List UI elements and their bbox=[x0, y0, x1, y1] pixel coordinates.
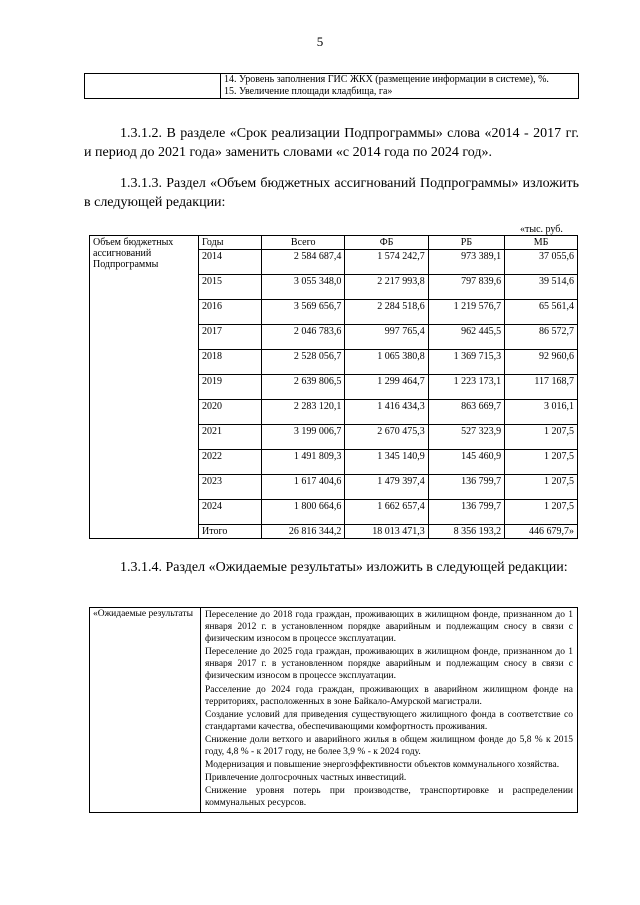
result-item: Переселение до 2018 года граждан, проживающих в жилищном фонде, признанном до 1 января 2012 г. в установленном порядке аварийным и подлежащим сносу в связи с физическим износом в процессе эксплуатации. bbox=[205, 610, 573, 645]
results-body-cell bbox=[201, 608, 578, 813]
amount-cell: 136 799,7 bbox=[428, 500, 504, 525]
result-item: Снижение уровня потерь при производстве, транспортировке и распределении коммунальных ресурсов. bbox=[205, 786, 573, 809]
header-cell: Всего bbox=[262, 236, 345, 250]
amount-cell: 2 284 518,6 bbox=[345, 300, 428, 325]
budget-header-row bbox=[90, 236, 578, 250]
amount-cell: 3 569 656,7 bbox=[262, 300, 345, 325]
amount-cell: 1 491 809,3 bbox=[262, 450, 345, 475]
amount-cell: 527 323,9 bbox=[428, 425, 504, 450]
total-amount-cell: 26 816 344,2 bbox=[262, 525, 345, 539]
total-amount-cell: 18 013 471,3 bbox=[345, 525, 428, 539]
result-item: Создание условий для приведения существующего жилищного фонда в соответствие со стандартами качества, обеспечивающими комфортность проживания. bbox=[205, 709, 573, 732]
amount-cell: 2 046 783,6 bbox=[262, 325, 345, 350]
result-item: Снижение доли ветхого и аварийного жилья в общем жилищном фонде до 5,8 % к 2015 году, 4,8 % - к 2017 году, не более 3,9 % - к 2024 году. bbox=[205, 734, 573, 758]
paragraph-1-3-1-2 bbox=[84, 124, 579, 162]
amount-cell: 1 345 140,9 bbox=[345, 450, 428, 475]
amount-cell: 2 584 687,4 bbox=[262, 250, 345, 275]
year-cell: 2024 bbox=[199, 500, 262, 525]
result-item: Расселение до 2024 года граждан, проживающих в аварийном жилищном фонде на территориях, расположенных в зоне Байкало-Амурской магистрали. bbox=[205, 684, 573, 707]
amount-cell: 1 479 397,4 bbox=[345, 475, 428, 500]
amount-cell: 86 572,7 bbox=[505, 325, 578, 350]
header-cell: Годы bbox=[199, 236, 262, 250]
amount-cell: 1 416 434,3 bbox=[345, 400, 428, 425]
targets-table-fragment bbox=[84, 73, 579, 99]
year-cell: 2022 bbox=[199, 450, 262, 475]
amount-cell: 2 670 475,3 bbox=[345, 425, 428, 450]
amount-cell: 37 055,6 bbox=[505, 250, 578, 275]
amount-cell: 997 765,4 bbox=[345, 325, 428, 350]
total-label-cell: Итого bbox=[199, 525, 262, 539]
amount-cell: 136 799,7 bbox=[428, 475, 504, 500]
year-cell: 2017 bbox=[199, 325, 262, 350]
header-cell: ФБ bbox=[345, 236, 428, 250]
targets-cell bbox=[221, 74, 579, 99]
results-table bbox=[89, 607, 578, 813]
amount-cell: 92 960,6 bbox=[505, 350, 578, 375]
result-item: Модернизация и повышение энергоэффективности объектов коммунального хозяйства. bbox=[205, 760, 560, 771]
target-item: 15. Увеличение площади кладбища, га» bbox=[224, 86, 393, 97]
year-cell: 2015 bbox=[199, 275, 262, 300]
amount-cell: 1 369 715,3 bbox=[428, 350, 504, 375]
year-cell: 2018 bbox=[199, 350, 262, 375]
result-item: Привлечение долгосрочных частных инвестиций. bbox=[205, 773, 407, 784]
year-cell: 2019 bbox=[199, 375, 262, 400]
total-amount-cell: 8 356 193,2 bbox=[428, 525, 504, 539]
amount-cell: 1 207,5 bbox=[505, 425, 578, 450]
page-number: 5 bbox=[316, 34, 324, 49]
total-amount-cell: 446 679,7» bbox=[505, 525, 578, 539]
amount-cell: 3 055 348,0 bbox=[262, 275, 345, 300]
amount-cell: 2 528 056,7 bbox=[262, 350, 345, 375]
amount-cell: 65 561,4 bbox=[505, 300, 578, 325]
amount-cell: 973 389,1 bbox=[428, 250, 504, 275]
amount-cell: 145 460,9 bbox=[428, 450, 504, 475]
paragraph-1-3-1-4 bbox=[84, 558, 579, 577]
amount-cell: 1 207,5 bbox=[505, 475, 578, 500]
amount-cell: 962 445,5 bbox=[428, 325, 504, 350]
paragraph-text: 1.3.1.2. В разделе «Срок реализации Подпрограммы» слова «2014 - 2017 гг. и период до 2021 года» заменить словами «с 2014 года по 2024 год». bbox=[84, 126, 579, 160]
header-cell: РБ bbox=[428, 236, 504, 250]
result-item: Переселение до 2025 года граждан, проживающих в жилищном фонде, признанном до 1 января 2017 г. в установленном порядке аварийным и подлежащим сносу в связи с физическим износом в процессе эксплуатации. bbox=[205, 647, 573, 682]
amount-cell: 2 283 120,1 bbox=[262, 400, 345, 425]
amount-cell: 1 207,5 bbox=[505, 450, 578, 475]
amount-cell: 39 514,6 bbox=[505, 275, 578, 300]
results-label-cell: «Ожидаемые результаты bbox=[90, 608, 201, 813]
year-cell: 2023 bbox=[199, 475, 262, 500]
header-cell: МБ bbox=[505, 236, 578, 250]
amount-cell: 797 839,6 bbox=[428, 275, 504, 300]
amount-cell: 2 217 993,8 bbox=[345, 275, 428, 300]
paragraph-text: 1.3.1.3. Раздел «Объем бюджетных ассигнований Подпрограммы» изложить в следующей редакции: bbox=[84, 176, 579, 210]
amount-cell: 1 207,5 bbox=[505, 500, 578, 525]
amount-cell: 1 219 576,7 bbox=[428, 300, 504, 325]
empty-label-cell bbox=[85, 74, 221, 99]
amount-cell: 863 669,7 bbox=[428, 400, 504, 425]
paragraph-text: 1.3.1.4. Раздел «Ожидаемые результаты» изложить в следующей редакции: bbox=[120, 560, 568, 575]
year-cell: 2014 bbox=[199, 250, 262, 275]
year-cell: 2016 bbox=[199, 300, 262, 325]
amount-cell: 1 299 464,7 bbox=[345, 375, 428, 400]
amount-cell: 1 800 664,6 bbox=[262, 500, 345, 525]
year-cell: 2021 bbox=[199, 425, 262, 450]
target-item: 14. Уровень заполнения ГИС ЖКХ (размещение информации в системе), %. bbox=[224, 74, 549, 85]
budget-label-cell: Объем бюджетных ассигнований Подпрограммы bbox=[90, 236, 199, 539]
paragraph-1-3-1-3 bbox=[84, 174, 579, 212]
unit-label: «тыс. руб. bbox=[520, 224, 563, 235]
amount-cell: 1 223 173,1 bbox=[428, 375, 504, 400]
amount-cell: 1 662 657,4 bbox=[345, 500, 428, 525]
budget-table bbox=[89, 235, 578, 539]
amount-cell: 3 199 006,7 bbox=[262, 425, 345, 450]
amount-cell: 1 574 242,7 bbox=[345, 250, 428, 275]
amount-cell: 2 639 806,5 bbox=[262, 375, 345, 400]
amount-cell: 1 617 404,6 bbox=[262, 475, 345, 500]
amount-cell: 3 016,1 bbox=[505, 400, 578, 425]
amount-cell: 117 168,7 bbox=[505, 375, 578, 400]
year-cell: 2020 bbox=[199, 400, 262, 425]
amount-cell: 1 065 380,8 bbox=[345, 350, 428, 375]
